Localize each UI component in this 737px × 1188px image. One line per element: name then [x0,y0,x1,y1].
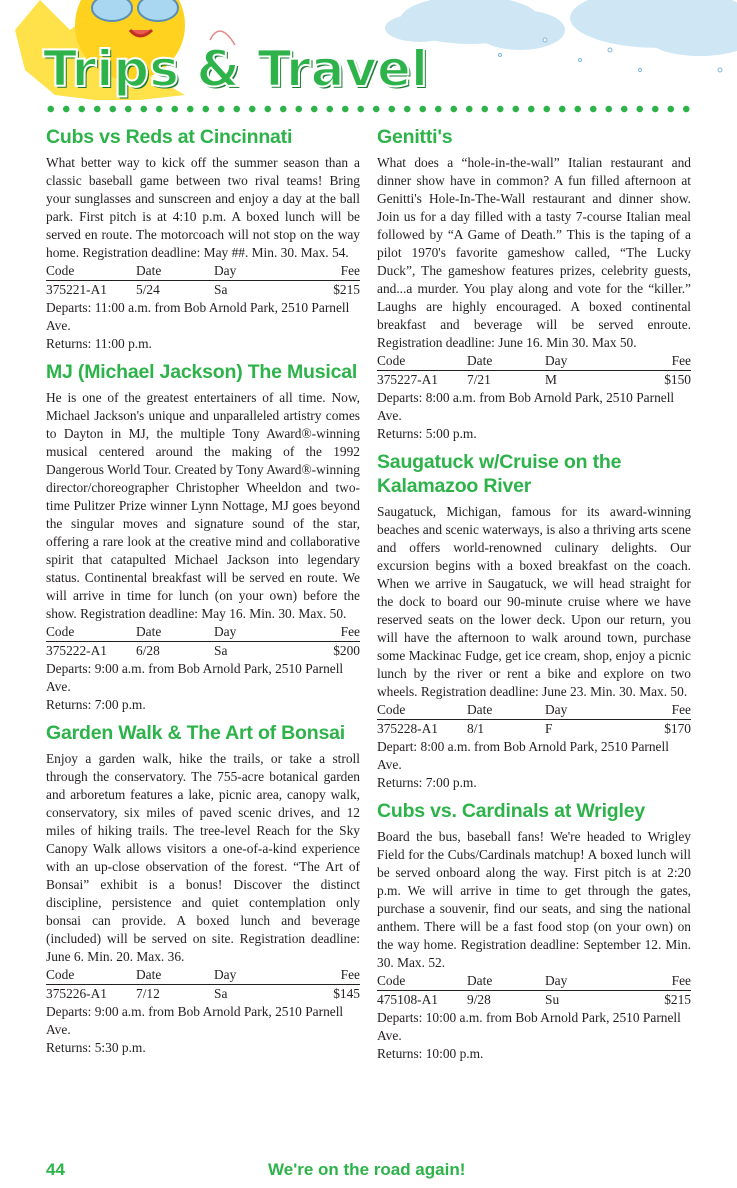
table-row [377,371,691,389]
col-code: Code [46,624,75,639]
trip-day: Sa [214,282,228,297]
trip-cubs-cardinals [377,799,691,1063]
trip-table [46,623,360,660]
col-fee: Fee [671,973,691,988]
col-day: Day [214,263,237,278]
trip-title: Cubs vs Reds at Cincinnati [46,126,293,148]
trip-garden-walk [46,721,360,1057]
trip-description: Saugatuck, Michigan, famous for its award-winning beaches and scenic waterways, is also a thriving arts scene and offers world-renowned culinary delights. Our excursion begins with a boxed breakfast on the coach. When we arrive in Saugatuck, we will head straight for the dock to board our 90-minute cruise where we have reserved seats on the lower deck. Upon our return, you will have the afternoon to walk around town, purchase some Mackinac Fudge, get ice cream, shop, enjoy a picnic lunch by the river or rent a bike and explore on two wheels. Registration deadline: June 23. Min. 30. Max. 50. [377,504,691,699]
trip-departs: Departs: 8:00 a.m. from Bob Arnold Park, 2510 Parnell Ave. [377,390,675,423]
trip-departs: Departs: 11:00 a.m. from Bob Arnold Park, 2510 Parnell Ave. [46,300,350,333]
trip-returns: Returns: 7:00 p.m. [46,697,146,712]
page-title: Trips & Travel [43,40,429,98]
trip-departs: Departs: 9:00 a.m. from Bob Arnold Park, 2510 Parnell Ave. [46,661,344,694]
table-row [377,991,691,1009]
trip-code: 375222-A1 [46,643,107,658]
left-column [46,118,360,1057]
trip-returns: Returns: 10:00 p.m. [377,1046,484,1061]
col-fee: Fee [671,353,691,368]
trip-description: What better way to kick off the summer season than a classic baseball game between two rival teams! Bring your sunglasses and sunscreen and enjoy a day at the ball park. First pitch is at 4:10 p.m. A boxed lunch will be served en route. The motorcoach will not stop on the way home. Registration deadline: May ##. Min. 30. Max. 54. [46,155,360,260]
col-date: Date [467,973,493,988]
table-header [377,352,691,371]
trip-table [377,352,691,389]
trip-date: 7/12 [136,986,160,1001]
trip-code: 375221-A1 [46,282,107,297]
col-code: Code [377,973,406,988]
trip-table [377,701,691,738]
trip-fee: $200 [333,643,360,658]
trip-code: 375226-A1 [46,986,107,1001]
col-date: Date [136,263,162,278]
trip-title: Saugatuck w/Cruise on the Kalamazoo River [377,451,622,497]
col-fee: Fee [340,967,360,982]
table-row [377,720,691,738]
right-column [377,118,691,1063]
trip-returns: Returns: 5:30 p.m. [46,1040,146,1055]
col-day: Day [214,624,237,639]
col-day: Day [545,702,568,717]
col-day: Day [214,967,237,982]
dotted-divider [43,105,693,113]
trip-title: MJ (Michael Jackson) The Musical [46,361,358,383]
trip-date: 9/28 [467,992,491,1007]
trip-saugatuck [377,450,691,792]
col-day: Day [545,973,568,988]
trip-day: F [545,721,553,736]
table-header [377,701,691,720]
trip-day: Sa [214,643,228,658]
trip-day: Su [545,992,560,1007]
col-fee: Fee [671,702,691,717]
col-fee: Fee [340,624,360,639]
trip-fee: $145 [333,986,360,1001]
page-number: 44 [46,1160,65,1179]
table-header [46,966,360,985]
col-code: Code [377,702,406,717]
trip-date: 7/21 [467,372,491,387]
trip-genittis [377,125,691,443]
col-date: Date [136,624,162,639]
trip-cubs-reds [46,125,360,353]
table-row [46,281,360,299]
trip-code: 375228-A1 [377,721,438,736]
col-date: Date [467,702,493,717]
trip-description: Enjoy a garden walk, hike the trails, or take a stroll through the conservatory. The 755-acre botanical garden and arboretum features a lake, picnic area, canopy walk, conservatory, six miles of paved scenic drives, and 12 miles of hiking trails. The tree-level Reach for the Sky Canopy Walk allows visitors a one-of-a-kind experience with an up-close observation of the forest. “The Art of Bonsai” exhibit is a bonus! Discover the distinct discipline, persistence and quiet contemplation only bonsai can provide. A boxed lunch and beverage (included) will be served on site. Registration deadline: June 6. Min. 20. Max. 36. [46,751,360,964]
table-row [46,642,360,660]
col-date: Date [136,967,162,982]
trip-table [377,972,691,1009]
trip-date: 6/28 [136,643,160,658]
trip-title: Cubs vs. Cardinals at Wrigley [377,800,646,822]
trip-departs: Departs: 9:00 a.m. from Bob Arnold Park, 2510 Parnell Ave. [46,1004,344,1037]
col-fee: Fee [340,263,360,278]
trip-returns: Returns: 5:00 p.m. [377,426,477,441]
col-code: Code [377,353,406,368]
trip-departs: Depart: 8:00 a.m. from Bob Arnold Park, 2510 Parnell Ave. [377,739,669,772]
trip-title: Genitti's [377,126,453,148]
col-code: Code [46,263,75,278]
table-header [377,972,691,991]
col-code: Code [46,967,75,982]
trip-mj-musical [46,360,360,714]
trip-day: M [545,372,557,387]
trip-date: 8/1 [467,721,485,736]
trip-fee: $150 [664,372,691,387]
trip-returns: Returns: 7:00 p.m. [377,775,477,790]
trip-fee: $215 [664,992,691,1007]
trip-title: Garden Walk & The Art of Bonsai [46,722,345,744]
trip-day: Sa [214,986,228,1001]
trip-table [46,966,360,1003]
trip-code: 375227-A1 [377,372,438,387]
trip-description: What does a “hole-in-the-wall” Italian restaurant and dinner show have in common? A fun filled afternoon at Genitti's Hole-In-The-Wall restaurant and dinner show. Join us for a day filled with a tasty 7-course Italian meal followed by “A Game of Death.” This is the taping of a pilot 1970's favorite gameshow called, “The Lucky Duck”, The gameshow features prizes, celebrity guests, and...a murder. You play along and vote for the “killer.” Laughs are highly encouraged. A boxed continental breakfast and beverage will be served enroute. Registration deadline: June 16. Min 30. Max 50. [377,155,691,350]
col-day: Day [545,353,568,368]
cloud-icon [385,0,737,56]
col-date: Date [467,353,493,368]
trip-date: 5/24 [136,282,160,297]
trip-description: He is one of the greatest entertainers of all time. Now, Michael Jackson's unique and unparalleled artistry comes to Dayton in MJ, the multiple Tony Award®-winning musical centered around the making of the 1992 Dangerous World Tour. Created by Tony Award®-winning director/choreographer Christopher Wheeldon and two-time Pulitzer Prize winner Lynn Nottage, MJ goes beyond the singular moves and signature sound of the star, offering a rare look at the creative mind and collaborative spirit that catapulted Michael Jackson into legendary status. Continental breakfast will be served en route. We will arrive in time for lunch (on your own) before the show. Registration deadline: May 16. Min. 30. Max. 50. [46,390,360,621]
trip-table [46,262,360,299]
table-header [46,262,360,281]
trip-fee: $170 [664,721,691,736]
trip-fee: $215 [333,282,360,297]
table-header [46,623,360,642]
trip-departs: Departs: 10:00 a.m. from Bob Arnold Park, 2510 Parnell Ave. [377,1010,681,1043]
footer-tagline: We're on the road again! [268,1160,466,1179]
trip-returns: Returns: 11:00 p.m. [46,336,152,351]
table-row [46,985,360,1003]
trip-description: Board the bus, baseball fans! We're headed to Wrigley Field for the Cubs/Cardinals matchup! A boxed lunch will be served onboard along the way. First pitch is at 2:20 p.m. We will arrive in time to get through the gates, purchase a souvenir, find our seats, and sing the national anthem. There will be a fast food stop (on your own) on the way home. Registration deadline: September 12. Min. 30. Max. 52. [377,829,691,970]
trip-code: 475108-A1 [377,992,438,1007]
